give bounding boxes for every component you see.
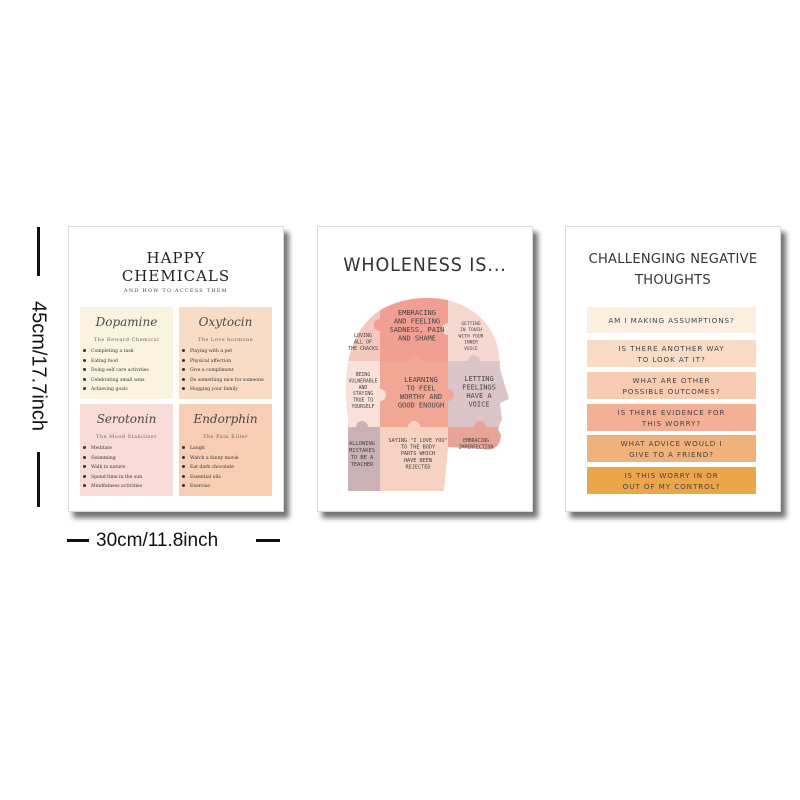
poster3-title: [566, 249, 780, 291]
puzzle-piece-embracing2: [448, 427, 510, 491]
question-bar: [587, 340, 756, 367]
poster1-title-line2: CHEMICALS: [121, 267, 231, 285]
list-item: Give a compliment: [182, 366, 264, 376]
poster-challenging-thoughts: [565, 226, 781, 512]
puzzle-text-loving: LOVING ALL OF THE CRACKS: [347, 333, 379, 352]
chemical-box-dopamine: [80, 307, 173, 399]
chemical-name: Serotonin: [96, 412, 157, 426]
list-item: Swimming: [83, 454, 142, 464]
poster2-title: WHOLENESS IS...: [343, 254, 507, 276]
puzzle-knob: [468, 355, 480, 367]
puzzle-text-allowing: ALLOWING MISTAKES TO BE A TEACHER: [349, 441, 375, 468]
list-item: Meditate: [83, 444, 142, 454]
width-indicator-left-line: [67, 539, 89, 542]
question-text: IS THERE EVIDENCE FOR: [617, 407, 726, 417]
question-text: TO LOOK AT IT?: [637, 354, 706, 364]
chemical-tagline: The Mood Stabilizer: [96, 434, 157, 440]
head-puzzle-illustration: [344, 295, 510, 491]
question-text: WHAT ARE OTHER: [632, 375, 711, 385]
chemical-tagline: The Love hormone: [197, 337, 254, 343]
question-bar: [587, 435, 756, 462]
chemical-box-endorphin: [179, 404, 272, 496]
list-item: Eat dark chocolate: [182, 463, 239, 473]
list-item: Hugging your family: [182, 385, 264, 395]
poster3-title-line2: THOUGHTS: [635, 273, 711, 288]
poster1-title-line1: HAPPY: [146, 249, 206, 267]
puzzle-text-being: BEING VULNERABLE AND STAYING TRUE TO YOURSELF: [348, 373, 378, 410]
puzzle-knob: [442, 455, 454, 467]
question-bar: [587, 307, 756, 333]
list-item: Walk in nature: [83, 463, 142, 473]
chemical-name: Oxytocin: [198, 315, 253, 329]
chemical-activity-list: [83, 347, 149, 395]
poster-wholeness: [317, 226, 533, 512]
chemical-tagline: The Reward Chemical: [93, 337, 160, 343]
puzzle-knob: [408, 421, 420, 433]
question-bar: [587, 404, 756, 431]
poster1-subtitle: AND HOW TO ACCESS THEM: [124, 288, 228, 294]
list-item: Completing a task: [83, 347, 149, 357]
poster-happy-chemicals: [68, 226, 284, 512]
question-text: AM I MAKING ASSUMPTIONS?: [608, 315, 735, 325]
chemical-name: Dopamine: [95, 315, 158, 329]
height-label: 45cm/17.7inch: [27, 300, 50, 432]
question-text: OUT OF MY CONTROL?: [622, 481, 721, 491]
puzzle-text-embracing2: EMBRACING IMPERFECTION: [458, 439, 494, 451]
puzzle-knob: [474, 421, 486, 433]
poster3-title-line1: CHALLENGING NEGATIVE: [588, 252, 758, 267]
chemical-activity-list: [83, 444, 142, 492]
list-item: Exercise: [182, 482, 239, 492]
puzzle-text-saying: SAYING "I LOVE YOU" TO THE BODY PARTS WHICH HAVE BEEN REJECTED: [388, 438, 448, 471]
puzzle-knob: [374, 319, 386, 331]
list-item: Mindfulness activities: [83, 482, 142, 492]
question-bar: [587, 467, 756, 494]
width-indicator-right-line: [256, 539, 280, 542]
puzzle-knob: [356, 421, 368, 433]
chemical-activity-list: [182, 347, 264, 395]
question-text: THIS WORRY?: [641, 418, 702, 428]
chemical-box-oxytocin: [179, 307, 272, 399]
puzzle-text-learning: LEARNING TO FEEL WORTHY AND GOOD ENOUGH: [397, 376, 445, 410]
list-item: Essential oils: [182, 473, 239, 483]
height-indicator-top-line: [37, 227, 40, 276]
list-item: Achieving goals: [83, 385, 149, 395]
list-item: Physical affection: [182, 357, 264, 367]
chemical-activity-list: [182, 444, 239, 492]
question-text: IS THIS WORRY IN OR: [624, 470, 719, 480]
list-item: Celebrating small wins: [83, 376, 149, 386]
list-item: Spend time in the sun: [83, 473, 142, 483]
question-bar: [587, 372, 756, 399]
list-item: Watch a funny movie: [182, 454, 239, 464]
height-indicator-bottom-line: [37, 452, 40, 507]
puzzle-text-embracing: EMBRACING AND FEELING SADNESS, PAIN AND SHAME: [389, 309, 445, 343]
question-text: POSSIBLE OUTCOMES?: [622, 386, 721, 396]
list-item: Laugh: [182, 444, 239, 454]
question-text: GIVE TO A FRIEND?: [629, 449, 714, 459]
list-item: Playing with a pet: [182, 347, 264, 357]
puzzle-knob: [408, 355, 420, 367]
puzzle-knob: [374, 389, 386, 401]
question-text: IS THERE ANOTHER WAY: [618, 343, 725, 353]
width-label: 30cm/11.8inch: [96, 530, 219, 551]
puzzle-text-getting: GETTING IN TOUCH WITH YOUR INNER VOICE: [458, 322, 484, 352]
question-text: WHAT ADVICE WOULD I: [620, 438, 723, 448]
puzzle-text-letting: LETTING FEELINGS HAVE A VOICE: [462, 375, 496, 409]
list-item: Do something nice for someone: [182, 376, 264, 386]
chemical-tagline: The Pain Killer: [202, 434, 248, 440]
chemical-name: Endorphin: [193, 412, 258, 426]
chemical-box-serotonin: [80, 404, 173, 496]
puzzle-knob: [442, 389, 454, 401]
list-item: Doing self care activities: [83, 366, 149, 376]
list-item: Eating food: [83, 357, 149, 367]
